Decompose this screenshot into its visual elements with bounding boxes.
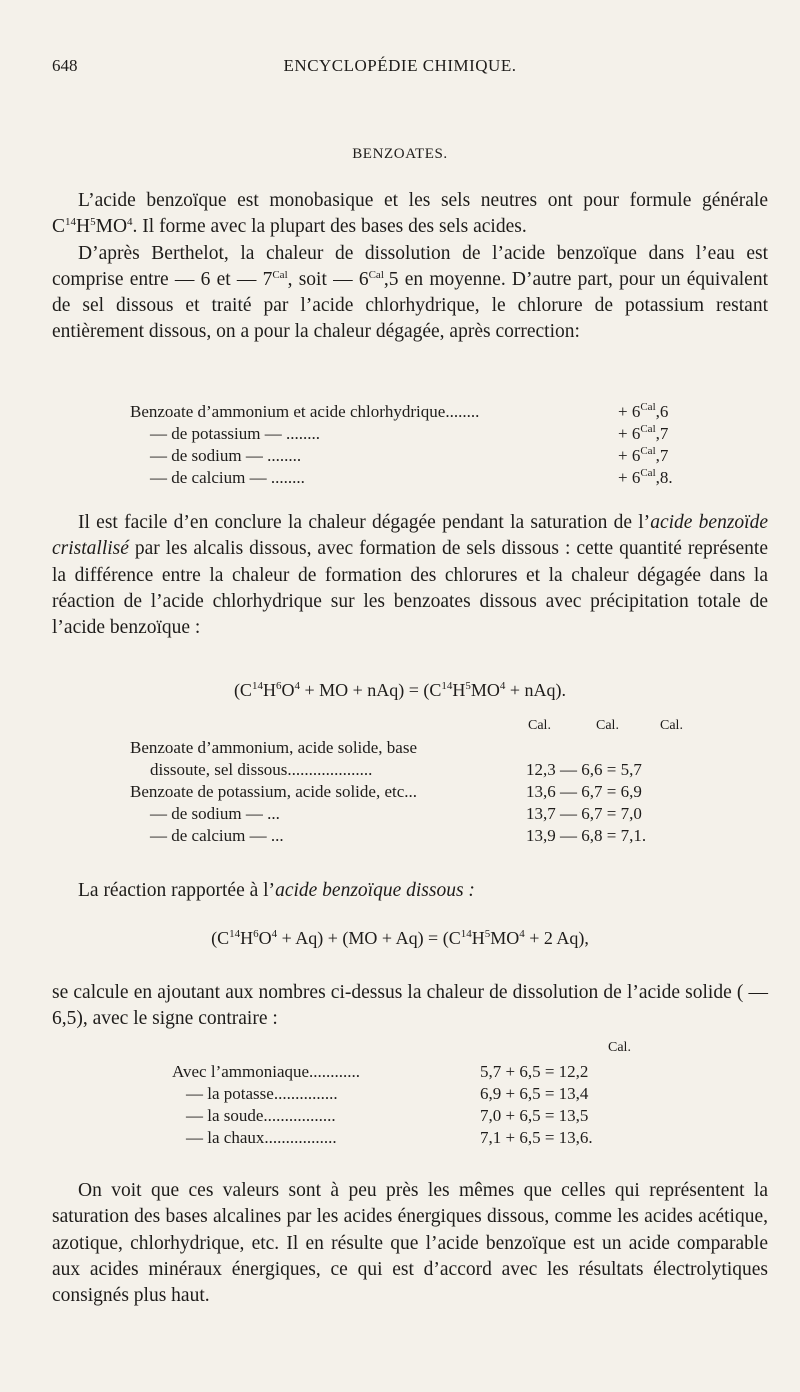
paragraph-berthelot: D’après Berthelot, la chaleur de dissolution de l’acide benzoïque dans l’eau est comprise entre — 6 et — $7^{Cal}$, soit — $6^{Cal},5$ en moyenne. D’autre part, pour un équivalent de sel dissous et traité par l’acide chlorhydrique, le chlorure de potassium restant entièrement dissous, on a pour la chaleur dégagée, après correction: [52, 242, 768, 343]
table-row: — de calcium — ........ + $6^{Cal},8$. [150, 467, 673, 487]
table-row: — la soude................. 7,0 + 6,5 = 13,5 [186, 1106, 589, 1125]
section-title: BENZOATES. [352, 146, 448, 162]
running-title: ENCYCLOPÉDIE CHIMIQUE. [283, 56, 517, 75]
table-row: — la potasse............... 6,9 + 6,5 = 13,4 [186, 1084, 589, 1103]
page-number: 648 [52, 56, 78, 75]
table-header: Cal. Cal. Cal. [528, 718, 683, 733]
paragraph-saturation: Il est facile d’en conclure la chaleur dégagée pendant la saturation de l’acide benzoïde cristallisé par les alcalis dissous, avec formation de sels dissous : cette quantité représente la différence entre la chaleur de formation des chlorures et la chaleur dégagée dans la réaction de l’acide chlorhydrique sur les benzoates dissous avec précipitation totale de l’acide benzoïque : [52, 512, 768, 639]
paragraph-dissolved-acid: La réaction rapportée à l’acide benzoïque dissous : [78, 880, 475, 901]
paragraph-conclusion: On voit que ces valeurs sont à peu près les mêmes que celles qui représentent la saturation des bases alcalines par les acides énergiques dissous, comme les acides acétique, azotique, chlorhydrique, etc. Il en résulte que l’acide benzoïque est un acide comparable aux acides minéraux énergiques, ce qui est d’accord avec les résultats électrolytiques consignés plus haut. [52, 1180, 768, 1307]
table-row: Benzoate d’ammonium et acide chlorhydrique........ + $6^{Cal},6$ [130, 401, 669, 421]
table-row: dissoute, sel dissous.................... 12,3 — 6,6 = 5,7 [150, 760, 642, 779]
page-header [52, 56, 748, 80]
paragraph-calculation: se calcule en ajoutant aux nombres ci-dessus la chaleur de dissolution de l’acide solide ( — 6,5), avec le signe contraire : [52, 982, 768, 1030]
table-row: — de sodium — ........ + $6^{Cal},7$ [150, 445, 669, 465]
table-header: Cal. [608, 1040, 631, 1055]
paragraph-formula: L’acide benzoïque est monobasique et les sels neutres ont pour formule générale $C^{14}H^5MO^4$. Il forme avec la plupart des bases des sels acides. [52, 190, 768, 238]
table-row: — de calcium — ... 13,9 — 6,8 = 7,1. [150, 826, 647, 845]
table-row: — de potassium — ........ + $6^{Cal},7$ [150, 423, 669, 443]
equation-precipitation: ($C^{14}H^6O^4$ + MO + $nAq) = (C^{14}H^5MO^4 + nAq)$. [233, 680, 567, 700]
table-row: Benzoate de potassium, acide solide, etc... 13,6 — 6,7 = 6,9 [130, 782, 642, 801]
table-row: — de sodium — ... 13,7 — 6,7 = 7,0 [150, 804, 642, 823]
intro-paragraphs [52, 188, 768, 346]
equation-dissolved: $(C^{14}H^6O^4 + Aq) + (MO + Aq) = (C^{14}H^5MO^4 + 2$ Aq), [211, 928, 589, 948]
table-row: Benzoate d’ammonium, acide solide, base [130, 738, 418, 757]
table-row: Avec l’ammoniaque............ 5,7 + 6,5 = 12,2 [172, 1062, 589, 1081]
table-row: — la chaux................. 7,1 + 6,5 = 13,6. [186, 1128, 593, 1147]
